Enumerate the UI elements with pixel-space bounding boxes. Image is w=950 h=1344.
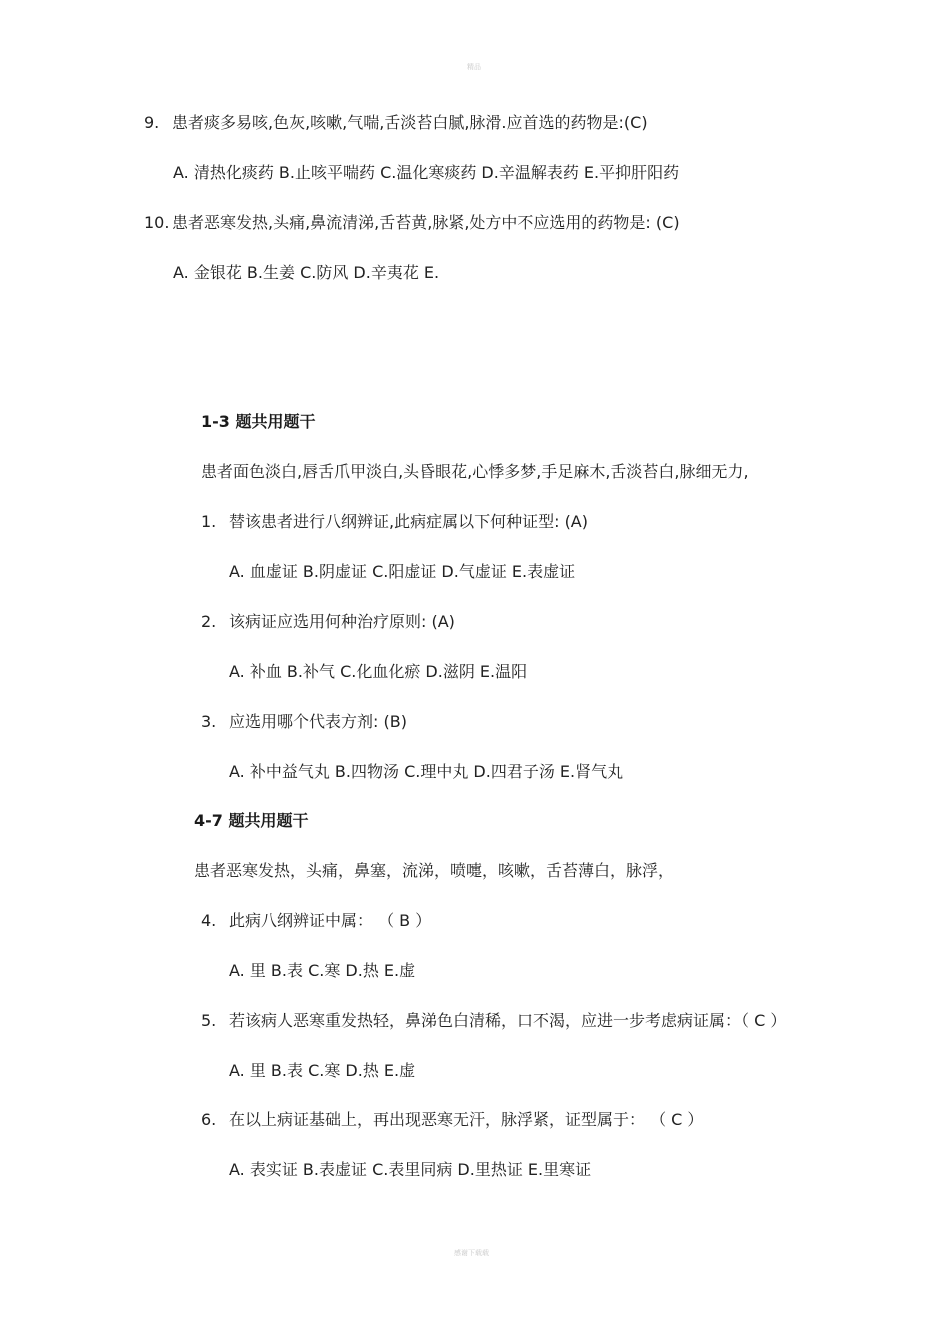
- question-10-options: A. 金银花 B.生姜 C.防风 D.辛夷花 E.: [173, 263, 440, 282]
- question-number: 6.: [201, 1110, 217, 1129]
- question-number: 9.: [144, 113, 160, 132]
- question-10: [144, 213, 680, 233]
- question-text: 患者恶寒发热,头痛,鼻流清涕,舌苔黄,脉紧,处方中不应选用的药物是: (C): [172, 213, 680, 232]
- question-text: 在以上病证基础上，再出现恶寒无汗，脉浮紧，证型属于： （ C ）: [229, 1110, 704, 1129]
- question-text: 此病八纲辨证中属： （ B ）: [229, 911, 432, 930]
- question-number: 5.: [201, 1011, 217, 1030]
- question-number: 4.: [201, 911, 217, 930]
- question-1-options: A. 血虚证 B.阴虚证 C.阳虚证 D.气虚证 E.表虚证: [229, 562, 576, 581]
- question-text: 该病证应选用何种治疗原则: (A): [229, 612, 455, 631]
- question-number: 2.: [201, 612, 217, 631]
- question-2-options: A. 补血 B.补气 C.化血化瘀 D.滋阴 E.温阳: [229, 662, 528, 681]
- question-4-options: A. 里 B.表 C.寒 D.热 E.虚: [229, 961, 416, 980]
- group-1-stem: 患者面色淡白,唇舌爪甲淡白,头昏眼花,心悸多梦,手足麻木,舌淡苔白,脉细无力,: [201, 462, 749, 481]
- group-2-title: 4-7 题共用题干: [194, 811, 309, 830]
- question-text: 若该病人恶寒重发热轻，鼻涕色白清稀，口不渴，应进一步考虑病证属：（ C ）: [229, 1011, 787, 1030]
- question-number: 1.: [201, 512, 217, 531]
- question-text: 替该患者进行八纲辨证,此病症属以下何种证型: (A): [229, 512, 588, 531]
- question-5-options: A. 里 B.表 C.寒 D.热 E.虚: [229, 1061, 416, 1080]
- question-1: [201, 512, 588, 532]
- question-9: [144, 113, 648, 133]
- question-3: [201, 712, 407, 732]
- question-9-options: A. 清热化痰药 B.止咳平喘药 C.温化寒痰药 D.辛温解表药 E.平抑肝阳药: [173, 163, 680, 182]
- question-number: 3.: [201, 712, 217, 731]
- question-4: [201, 911, 431, 931]
- header-watermark: 精品: [467, 63, 481, 71]
- question-5: [201, 1011, 786, 1031]
- footer-watermark: 感谢下载载: [454, 1249, 489, 1257]
- group-2-stem: 患者恶寒发热，头痛，鼻塞，流涕，喷嚏，咳嗽，舌苔薄白，脉浮，: [194, 861, 675, 880]
- question-3-options: A. 补中益气丸 B.四物汤 C.理中丸 D.四君子汤 E.肾气丸: [229, 762, 624, 781]
- question-text: 患者痰多易咳,色灰,咳嗽,气喘,舌淡苔白腻,脉滑.应首选的药物是:(C): [172, 113, 648, 132]
- group-1-title: 1-3 题共用题干: [201, 412, 316, 431]
- question-2: [201, 612, 455, 632]
- question-text: 应选用哪个代表方剂: (B): [229, 712, 407, 731]
- question-6: [201, 1110, 703, 1130]
- question-6-options: A. 表实证 B.表虚证 C.表里同病 D.里热证 E.里寒证: [229, 1160, 592, 1179]
- question-number: 10.: [144, 213, 170, 232]
